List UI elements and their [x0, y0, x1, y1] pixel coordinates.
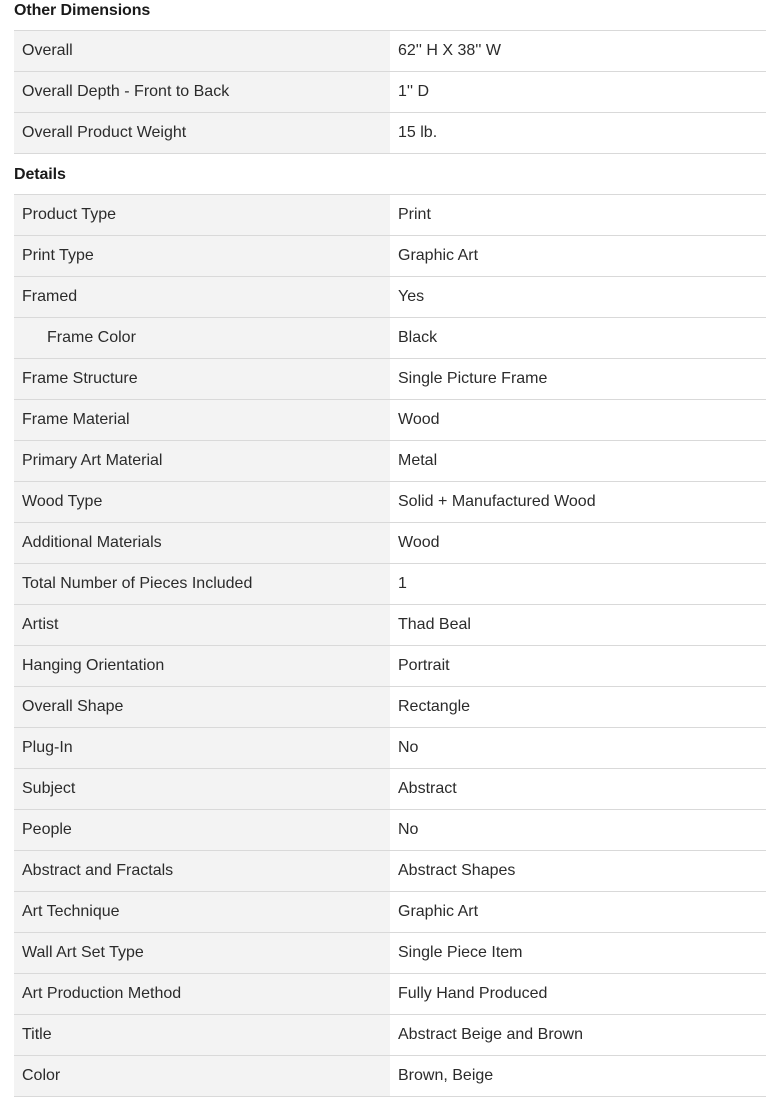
row-label: Title	[14, 1015, 390, 1055]
table-row	[14, 277, 766, 318]
row-label: Abstract and Fractals	[14, 851, 390, 891]
row-label: Art Technique	[14, 892, 390, 932]
table-row	[14, 728, 766, 769]
table-row	[14, 851, 766, 892]
row-value: Graphic Art	[398, 903, 479, 920]
table-row	[14, 605, 766, 646]
table-row	[14, 441, 766, 482]
table-row	[14, 400, 766, 441]
row-value: 62'' H X 38'' W	[398, 42, 501, 59]
row-label: Overall Depth - Front to Back	[14, 72, 390, 112]
row-value: Black	[398, 329, 438, 346]
row-label: Overall Product Weight	[14, 113, 390, 153]
table-row	[14, 523, 766, 564]
table-row	[14, 892, 766, 933]
section-title-other-dimensions: Other Dimensions	[14, 2, 151, 19]
row-label: Color	[14, 1056, 390, 1096]
row-label: Print Type	[14, 236, 390, 276]
row-label: Framed	[14, 277, 390, 317]
row-value: Wood	[398, 411, 440, 428]
row-value: 1'' D	[398, 83, 430, 100]
row-value: Abstract Beige and Brown	[398, 1026, 583, 1043]
row-label: Primary Art Material	[14, 441, 390, 481]
details-table	[14, 195, 766, 1097]
row-label: Subject	[14, 769, 390, 809]
row-value: No	[398, 821, 419, 838]
row-label: Wall Art Set Type	[14, 933, 390, 973]
section-title-details: Details	[14, 154, 766, 195]
row-value: Thad Beal	[398, 616, 471, 633]
row-value: Fully Hand Produced	[398, 985, 548, 1002]
table-row	[14, 646, 766, 687]
row-label: Art Production Method	[14, 974, 390, 1014]
table-row	[14, 482, 766, 523]
table-row	[14, 974, 766, 1015]
specifications-panel	[14, 0, 766, 1097]
row-label: Hanging Orientation	[14, 646, 390, 686]
table-row	[14, 564, 766, 605]
row-value: Wood	[398, 534, 440, 551]
row-label: Plug-In	[14, 728, 390, 768]
row-value: Portrait	[398, 657, 450, 674]
row-label: People	[14, 810, 390, 850]
table-row	[14, 769, 766, 810]
row-value: Single Piece Item	[398, 944, 523, 961]
table-row	[14, 318, 766, 359]
table-row	[14, 687, 766, 728]
table-row	[14, 1056, 766, 1097]
row-label: Overall Shape	[14, 687, 390, 727]
row-value: Graphic Art	[398, 247, 479, 264]
row-value: 15 lb.	[398, 124, 438, 141]
table-row	[14, 31, 766, 72]
table-row	[14, 236, 766, 277]
row-label: Frame Material	[14, 400, 390, 440]
table-row	[14, 113, 766, 154]
row-label: Additional Materials	[14, 523, 390, 563]
table-row	[14, 72, 766, 113]
row-label: Frame Structure	[14, 359, 390, 399]
row-label: Overall	[14, 31, 390, 71]
table-row	[14, 1015, 766, 1056]
row-value: Abstract Shapes	[398, 862, 516, 879]
row-label: Product Type	[14, 195, 390, 235]
table-row	[14, 359, 766, 400]
row-value: Brown, Beige	[398, 1067, 494, 1084]
row-value: Solid + Manufactured Wood	[398, 493, 596, 510]
row-value: Single Picture Frame	[398, 370, 548, 387]
row-value: Rectangle	[398, 698, 471, 715]
row-value: Abstract	[398, 780, 457, 797]
table-row	[14, 195, 766, 236]
row-label: Total Number of Pieces Included	[14, 564, 390, 604]
row-label: Wood Type	[14, 482, 390, 522]
row-value: Metal	[398, 452, 438, 469]
other-dimensions-table	[14, 30, 766, 154]
table-row	[14, 810, 766, 851]
row-value: 1	[398, 575, 407, 592]
row-value: No	[398, 739, 419, 756]
table-row	[14, 933, 766, 974]
row-label-sub: Frame Color	[14, 318, 390, 358]
row-label: Artist	[14, 605, 390, 645]
row-value: Yes	[398, 288, 425, 305]
row-value: Print	[398, 206, 431, 223]
